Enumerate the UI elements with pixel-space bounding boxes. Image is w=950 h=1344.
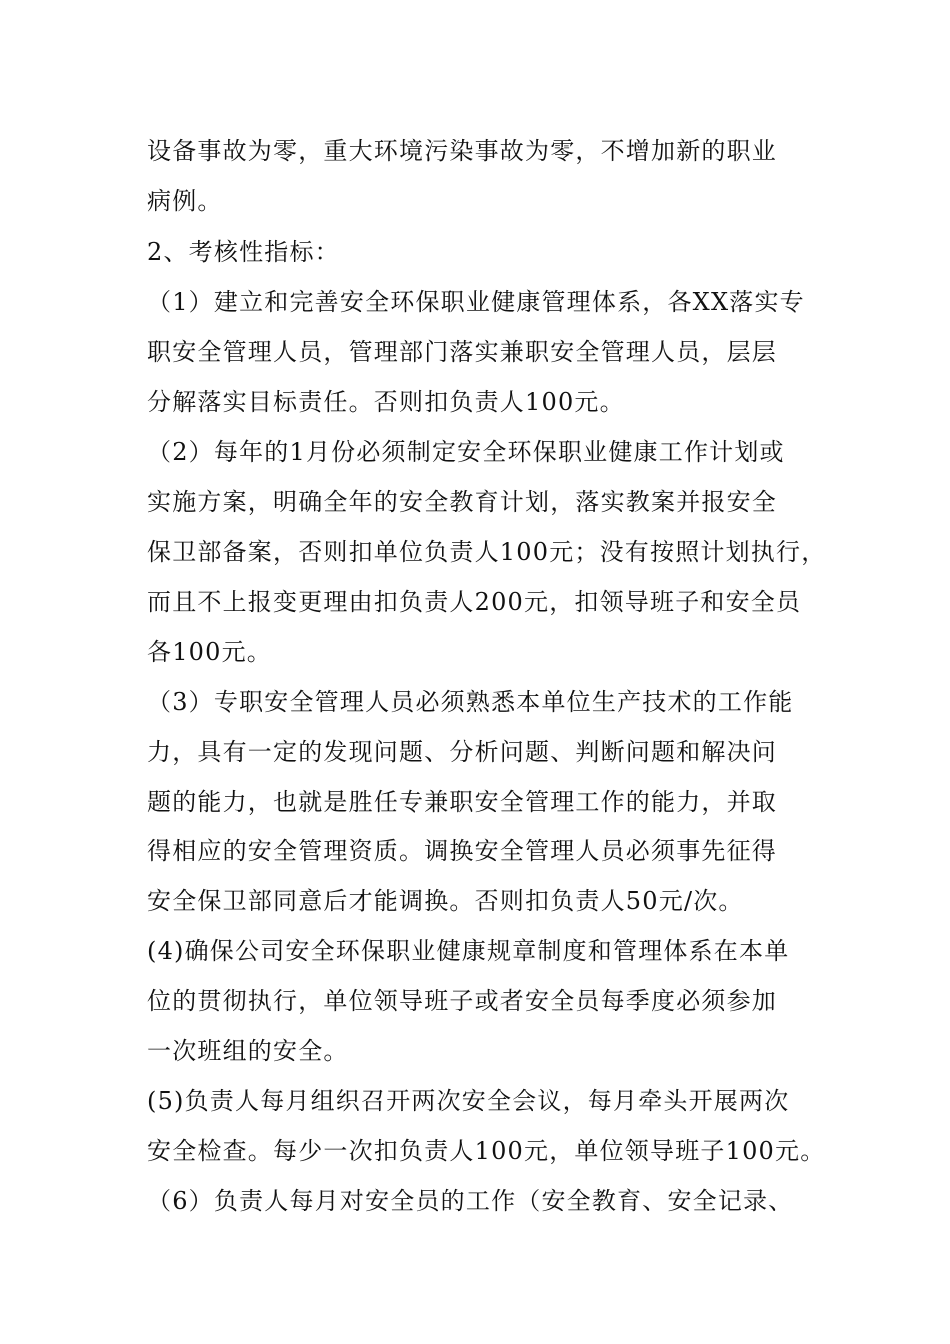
text-line: （3）专职安全管理人员必须熟悉本单位生产技术的工作能 <box>147 688 794 716</box>
text-line: （2）每年的1月份必须制定安全环保职业健康工作计划或 <box>147 438 785 466</box>
text-line: 力，具有一定的发现问题、分析问题、判断问题和解决问 <box>147 738 777 766</box>
text-line: (5)负责人每月组织召开两次安全会议，每月牵头开展两次 <box>147 1087 790 1115</box>
text-line: 而且不上报变更理由扣负责人200元，扣领导班子和安全员 <box>147 588 802 616</box>
text-line: 得相应的安全管理资质。调换安全管理人员必须事先征得 <box>147 837 777 865</box>
text-line: （1）建立和完善安全环保职业健康管理体系，各XX落实专 <box>147 288 805 316</box>
text-line: 保卫部备案，否则扣单位负责人100元；没有按照计划执行， <box>147 538 827 566</box>
text-line: 安全检查。每少一次扣负责人100元，单位领导班子100元。 <box>147 1137 826 1165</box>
section-heading: 2、考核性指标： <box>147 238 340 266</box>
text-line: 一次班组的安全。 <box>147 1037 349 1065</box>
text-line: 病例。 <box>147 187 223 215</box>
text-line: 分解落实目标责任。否则扣负责人100元。 <box>147 388 625 416</box>
text-line: 设备事故为零，重大环境污染事故为零，不增加新的职业 <box>147 137 777 165</box>
text-line: 位的贯彻执行，单位领导班子或者安全员每季度必须参加 <box>147 987 777 1015</box>
text-line: (4)确保公司安全环保职业健康规章制度和管理体系在本单 <box>147 937 790 965</box>
text-line: 职安全管理人员，管理部门落实兼职安全管理人员，层层 <box>147 338 777 366</box>
text-line: （6）负责人每月对安全员的工作（安全教育、安全记录、 <box>147 1187 794 1215</box>
text-line: 实施方案，明确全年的安全教育计划，落实教案并报安全 <box>147 488 777 516</box>
text-line: 题的能力，也就是胜任专兼职安全管理工作的能力，并取 <box>147 788 777 816</box>
text-line: 各100元。 <box>147 638 273 666</box>
text-line: 安全保卫部同意后才能调换。否则扣负责人50元/次。 <box>147 887 744 915</box>
